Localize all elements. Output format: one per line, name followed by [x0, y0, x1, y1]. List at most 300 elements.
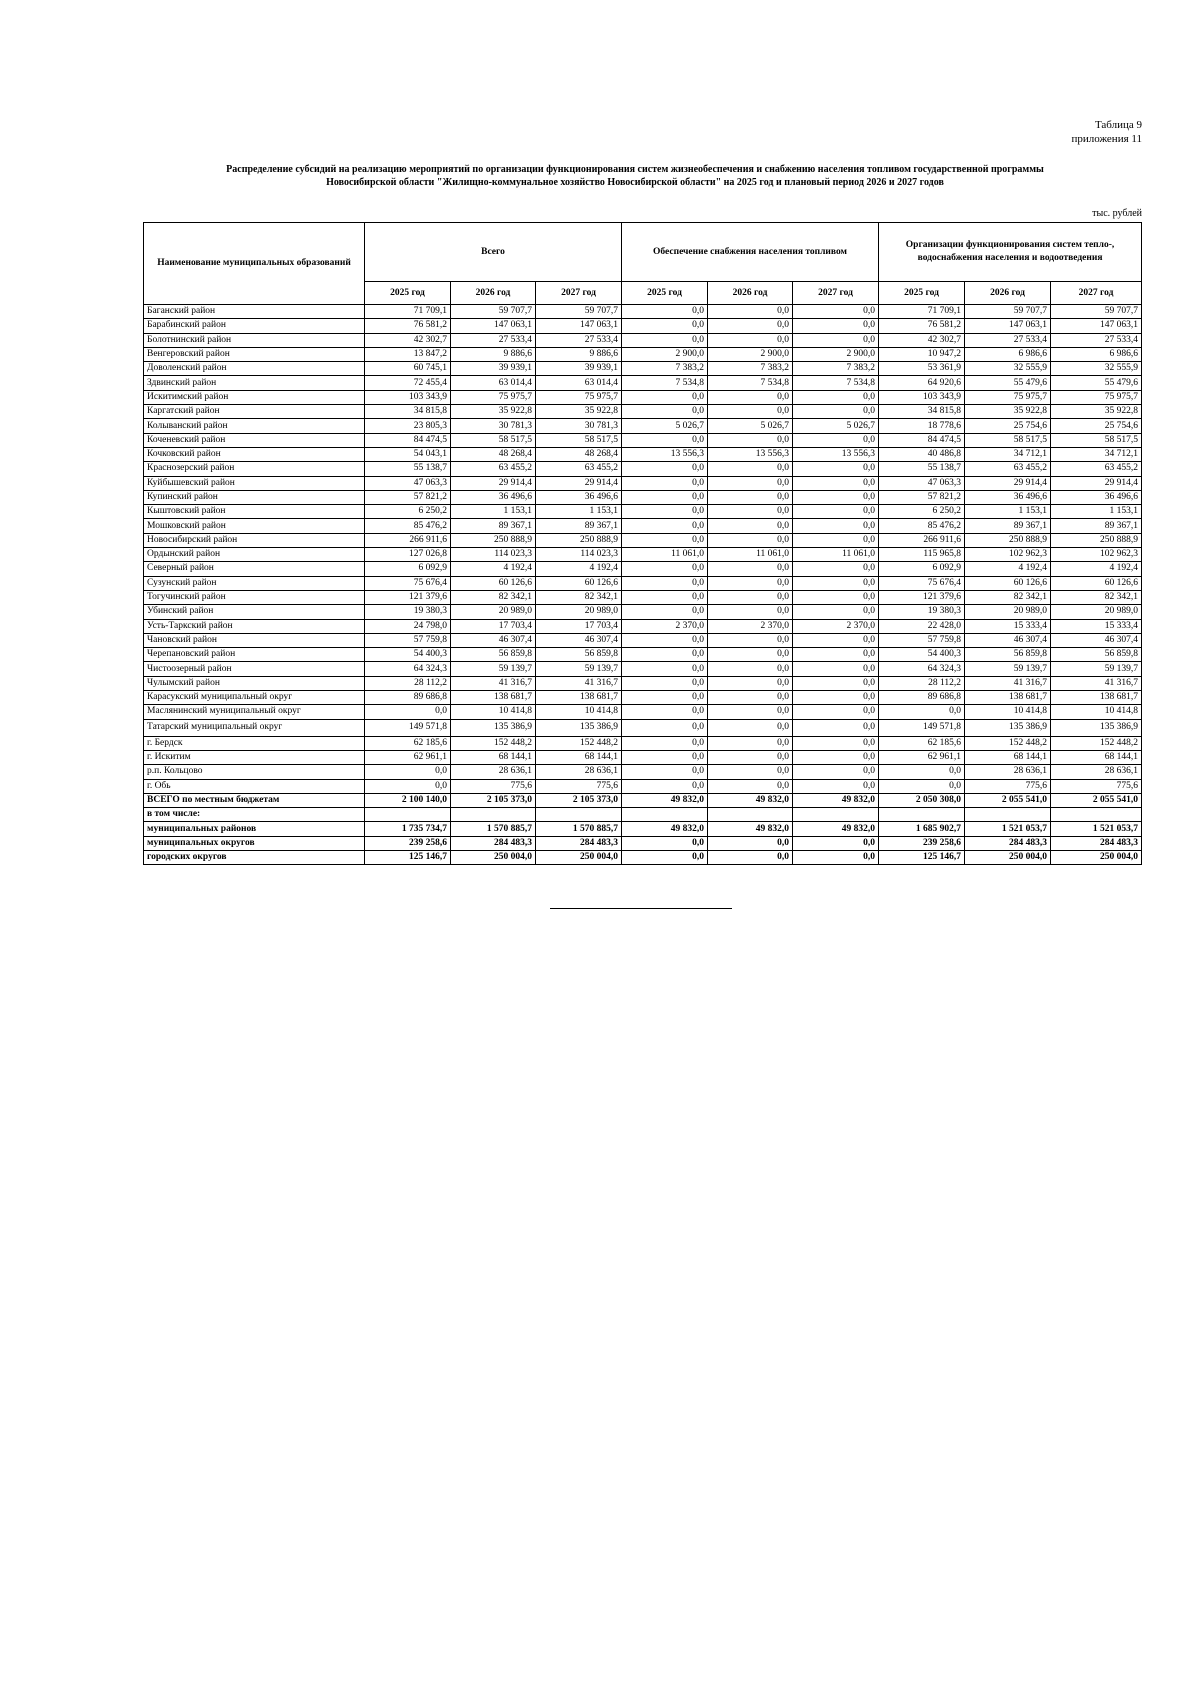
value-cell: 0,0 — [365, 765, 451, 779]
value-cell: 54 043,1 — [365, 447, 451, 461]
value-cell: 49 832,0 — [622, 822, 708, 836]
value-cell — [365, 808, 451, 822]
value-cell: 59 707,7 — [1051, 305, 1142, 319]
value-cell: 775,6 — [1051, 779, 1142, 793]
value-cell: 103 343,9 — [879, 390, 965, 404]
row-name-cell: Искитимский район — [144, 390, 365, 404]
value-cell: 49 832,0 — [793, 793, 879, 807]
value-cell: 0,0 — [793, 333, 879, 347]
table-body — [144, 305, 1142, 865]
value-cell: 2 900,0 — [708, 347, 793, 361]
value-cell: 30 781,3 — [451, 419, 536, 433]
value-cell: 0,0 — [708, 462, 793, 476]
table-row — [144, 662, 1142, 676]
value-cell: 20 989,0 — [536, 605, 622, 619]
table-row — [144, 750, 1142, 764]
total-row — [144, 836, 1142, 850]
table-row — [144, 705, 1142, 719]
value-cell: 0,0 — [793, 691, 879, 705]
table-number: Таблица 9 — [1094, 119, 1142, 131]
value-cell: 0,0 — [622, 850, 708, 864]
row-name-cell: Чановский район — [144, 633, 365, 647]
value-cell: 59 707,7 — [536, 305, 622, 319]
value-cell: 0,0 — [708, 305, 793, 319]
value-cell: 0,0 — [793, 765, 879, 779]
value-cell: 56 859,8 — [965, 648, 1051, 662]
header-year: 2026 год — [965, 282, 1051, 305]
table-row — [144, 676, 1142, 690]
value-cell: 250 888,9 — [451, 533, 536, 547]
value-cell: 114 023,3 — [536, 548, 622, 562]
row-name-cell: г. Обь — [144, 779, 365, 793]
table-row — [144, 736, 1142, 750]
value-cell: 0,0 — [708, 648, 793, 662]
value-cell: 46 307,4 — [536, 633, 622, 647]
value-cell: 53 361,9 — [879, 362, 965, 376]
value-cell: 49 832,0 — [708, 793, 793, 807]
document-title-line-1: Распределение субсидий на реализацию мероприятий по организации функционирования систем жизнеобеспечения и снабжению населения топливом государственной программы — [226, 164, 1044, 175]
header-year: 2027 год — [1051, 282, 1142, 305]
value-cell: 0,0 — [879, 779, 965, 793]
value-cell: 0,0 — [622, 576, 708, 590]
value-cell: 55 479,6 — [965, 376, 1051, 390]
value-cell: 0,0 — [793, 519, 879, 533]
value-cell: 29 914,4 — [451, 476, 536, 490]
value-cell: 27 533,4 — [451, 333, 536, 347]
table-row — [144, 548, 1142, 562]
value-cell: 75 676,4 — [879, 576, 965, 590]
value-cell: 47 063,3 — [365, 476, 451, 490]
value-cell: 35 922,8 — [965, 405, 1051, 419]
value-cell: 138 681,7 — [536, 691, 622, 705]
row-name-cell: р.п. Кольцово — [144, 765, 365, 779]
row-name-cell: Здвинский район — [144, 376, 365, 390]
value-cell: 250 888,9 — [536, 533, 622, 547]
row-name-cell: Маслянинский муниципальный округ — [144, 705, 365, 719]
value-cell: 0,0 — [622, 505, 708, 519]
value-cell: 17 703,4 — [451, 619, 536, 633]
value-cell: 10 414,8 — [451, 705, 536, 719]
value-cell: 266 911,6 — [879, 533, 965, 547]
value-cell: 75 975,7 — [965, 390, 1051, 404]
value-cell: 0,0 — [879, 765, 965, 779]
value-cell: 57 759,8 — [879, 633, 965, 647]
header-year: 2025 год — [365, 282, 451, 305]
value-cell — [622, 808, 708, 822]
value-cell: 138 681,7 — [965, 691, 1051, 705]
table-row — [144, 447, 1142, 461]
value-cell: 250 004,0 — [1051, 850, 1142, 864]
value-cell: 149 571,8 — [365, 719, 451, 736]
value-cell: 41 316,7 — [536, 676, 622, 690]
value-cell: 0,0 — [793, 533, 879, 547]
value-cell: 284 483,3 — [451, 836, 536, 850]
value-cell: 84 474,5 — [879, 433, 965, 447]
value-cell: 0,0 — [793, 705, 879, 719]
value-cell: 11 061,0 — [622, 548, 708, 562]
header-year: 2025 год — [879, 282, 965, 305]
value-cell: 89 367,1 — [1051, 519, 1142, 533]
value-cell: 89 367,1 — [965, 519, 1051, 533]
value-cell: 36 496,6 — [451, 490, 536, 504]
value-cell: 0,0 — [708, 505, 793, 519]
value-cell: 152 448,2 — [965, 736, 1051, 750]
value-cell: 68 144,1 — [451, 750, 536, 764]
value-cell: 0,0 — [793, 750, 879, 764]
row-name-cell: Северный район — [144, 562, 365, 576]
value-cell: 239 258,6 — [879, 836, 965, 850]
value-cell: 0,0 — [708, 333, 793, 347]
value-cell: 0,0 — [793, 648, 879, 662]
row-name-cell: г. Искитим — [144, 750, 365, 764]
total-row — [144, 793, 1142, 807]
value-cell: 82 342,1 — [1051, 590, 1142, 604]
value-cell: 250 888,9 — [1051, 533, 1142, 547]
value-cell: 28 636,1 — [451, 765, 536, 779]
row-name-cell: Доволенский район — [144, 362, 365, 376]
value-cell: 152 448,2 — [1051, 736, 1142, 750]
value-cell: 0,0 — [708, 676, 793, 690]
value-cell: 28 112,2 — [365, 676, 451, 690]
table-row — [144, 765, 1142, 779]
value-cell: 7 383,2 — [793, 362, 879, 376]
value-cell: 0,0 — [793, 305, 879, 319]
document-title — [140, 163, 1130, 189]
table-row — [144, 505, 1142, 519]
row-name-cell: Куйбышевский район — [144, 476, 365, 490]
value-cell: 0,0 — [708, 662, 793, 676]
value-cell: 10 414,8 — [965, 705, 1051, 719]
value-cell: 2 105 373,0 — [451, 793, 536, 807]
value-cell: 25 754,6 — [1051, 419, 1142, 433]
value-cell: 0,0 — [622, 305, 708, 319]
value-cell: 1 521 053,7 — [1051, 822, 1142, 836]
value-cell: 54 400,3 — [365, 648, 451, 662]
value-cell: 147 063,1 — [536, 319, 622, 333]
value-cell: 22 428,0 — [879, 619, 965, 633]
value-cell: 89 686,8 — [365, 691, 451, 705]
value-cell: 0,0 — [622, 333, 708, 347]
table-row — [144, 476, 1142, 490]
value-cell: 0,0 — [708, 836, 793, 850]
value-cell: 0,0 — [708, 850, 793, 864]
value-cell: 60 126,6 — [536, 576, 622, 590]
header-year: 2026 год — [451, 282, 536, 305]
value-cell: 27 533,4 — [1051, 333, 1142, 347]
value-cell: 135 386,9 — [1051, 719, 1142, 736]
table-row — [144, 433, 1142, 447]
value-cell: 5 026,7 — [622, 419, 708, 433]
value-cell: 0,0 — [622, 736, 708, 750]
value-cell: 36 496,6 — [536, 490, 622, 504]
value-cell: 0,0 — [708, 705, 793, 719]
value-cell: 0,0 — [793, 405, 879, 419]
document-title-line-2: Новосибирской области "Жилищно-коммунальное хозяйство Новосибирской области" на 2025 год и плановый период 2026 и 2027 годов — [326, 177, 944, 188]
header-name: Наименование муниципальных образований — [144, 223, 365, 305]
value-cell: 19 380,3 — [365, 605, 451, 619]
row-name-cell: Кочковский район — [144, 447, 365, 461]
value-cell: 0,0 — [793, 562, 879, 576]
row-name-cell: муниципальных округов — [144, 836, 365, 850]
value-cell: 64 324,3 — [365, 662, 451, 676]
table-row — [144, 347, 1142, 361]
value-cell: 0,0 — [793, 605, 879, 619]
value-cell: 27 533,4 — [536, 333, 622, 347]
value-cell: 102 962,3 — [965, 548, 1051, 562]
value-cell: 0,0 — [793, 490, 879, 504]
value-cell: 0,0 — [793, 719, 879, 736]
row-name-cell: Болотнинский район — [144, 333, 365, 347]
value-cell: 0,0 — [622, 662, 708, 676]
row-name-cell: Краснозерский район — [144, 462, 365, 476]
value-cell: 13 556,3 — [708, 447, 793, 461]
value-cell: 54 400,3 — [879, 648, 965, 662]
row-name-cell: Новосибирский район — [144, 533, 365, 547]
value-cell: 32 555,9 — [1051, 362, 1142, 376]
row-name-cell: Кыштовский район — [144, 505, 365, 519]
value-cell: 49 832,0 — [708, 822, 793, 836]
value-cell: 56 859,8 — [1051, 648, 1142, 662]
table-row — [144, 562, 1142, 576]
value-cell: 82 342,1 — [536, 590, 622, 604]
value-cell: 102 962,3 — [1051, 548, 1142, 562]
value-cell: 121 379,6 — [365, 590, 451, 604]
value-cell: 0,0 — [365, 705, 451, 719]
value-cell: 19 380,3 — [879, 605, 965, 619]
value-cell: 15 333,4 — [1051, 619, 1142, 633]
value-cell: 13 556,3 — [622, 447, 708, 461]
value-cell: 63 455,2 — [451, 462, 536, 476]
value-cell: 41 316,7 — [451, 676, 536, 690]
value-cell: 46 307,4 — [965, 633, 1051, 647]
value-cell: 0,0 — [622, 836, 708, 850]
value-cell: 59 139,7 — [965, 662, 1051, 676]
value-cell: 0,0 — [793, 390, 879, 404]
value-cell: 7 383,2 — [622, 362, 708, 376]
value-cell: 29 914,4 — [536, 476, 622, 490]
value-cell: 6 092,9 — [365, 562, 451, 576]
value-cell: 0,0 — [708, 433, 793, 447]
value-cell: 7 534,8 — [708, 376, 793, 390]
value-cell: 115 965,8 — [879, 548, 965, 562]
row-name-cell: Ордынский район — [144, 548, 365, 562]
table-row — [144, 533, 1142, 547]
value-cell: 89 686,8 — [879, 691, 965, 705]
table-row — [144, 619, 1142, 633]
value-cell: 46 307,4 — [451, 633, 536, 647]
value-cell: 17 703,4 — [536, 619, 622, 633]
value-cell: 25 754,6 — [965, 419, 1051, 433]
value-cell: 0,0 — [622, 405, 708, 419]
value-cell: 7 534,8 — [622, 376, 708, 390]
row-name-cell: Татарский муниципальный округ — [144, 719, 365, 736]
value-cell: 72 455,4 — [365, 376, 451, 390]
row-name-cell: Чистоозерный район — [144, 662, 365, 676]
value-cell: 63 014,4 — [451, 376, 536, 390]
value-cell: 35 922,8 — [536, 405, 622, 419]
value-cell: 89 367,1 — [536, 519, 622, 533]
value-cell: 63 014,4 — [536, 376, 622, 390]
value-cell: 5 026,7 — [793, 419, 879, 433]
value-cell: 64 920,6 — [879, 376, 965, 390]
value-cell: 0,0 — [793, 319, 879, 333]
value-cell: 4 192,4 — [1051, 562, 1142, 576]
header-year: 2027 год — [793, 282, 879, 305]
value-cell: 27 533,4 — [965, 333, 1051, 347]
value-cell: 6 250,2 — [879, 505, 965, 519]
row-name-cell: Купинский район — [144, 490, 365, 504]
value-cell: 0,0 — [622, 590, 708, 604]
value-cell: 2 370,0 — [793, 619, 879, 633]
value-cell: 10 414,8 — [536, 705, 622, 719]
value-cell — [879, 808, 965, 822]
value-cell: 250 004,0 — [965, 850, 1051, 864]
value-cell: 49 832,0 — [622, 793, 708, 807]
value-cell: 2 900,0 — [793, 347, 879, 361]
row-name-cell: Венгеровский район — [144, 347, 365, 361]
value-cell: 23 805,3 — [365, 419, 451, 433]
value-cell: 24 798,0 — [365, 619, 451, 633]
value-cell — [451, 808, 536, 822]
value-cell: 40 486,8 — [879, 447, 965, 461]
table-row — [144, 719, 1142, 736]
table-row — [144, 376, 1142, 390]
row-name-cell: городских округов — [144, 850, 365, 864]
table-row — [144, 576, 1142, 590]
appendix-number: приложения 11 — [1071, 133, 1142, 145]
value-cell: 56 859,8 — [536, 648, 622, 662]
row-name-cell: Тогучинский район — [144, 590, 365, 604]
value-cell: 9 886,6 — [536, 347, 622, 361]
value-cell: 250 888,9 — [965, 533, 1051, 547]
value-cell: 6 986,6 — [1051, 347, 1142, 361]
value-cell: 135 386,9 — [451, 719, 536, 736]
table-row — [144, 390, 1142, 404]
value-cell: 30 781,3 — [536, 419, 622, 433]
value-cell: 49 832,0 — [793, 822, 879, 836]
value-cell: 34 815,8 — [365, 405, 451, 419]
value-cell: 114 023,3 — [451, 548, 536, 562]
value-cell: 68 144,1 — [965, 750, 1051, 764]
value-cell: 239 258,6 — [365, 836, 451, 850]
value-cell: 55 138,7 — [365, 462, 451, 476]
value-cell: 0,0 — [708, 319, 793, 333]
value-cell: 0,0 — [793, 736, 879, 750]
value-cell: 0,0 — [708, 779, 793, 793]
value-cell: 39 939,1 — [536, 362, 622, 376]
subsidy-table — [143, 222, 1142, 865]
value-cell: 0,0 — [622, 533, 708, 547]
value-cell: 56 859,8 — [451, 648, 536, 662]
value-cell: 0,0 — [708, 490, 793, 504]
row-name-cell: Усть-Таркский район — [144, 619, 365, 633]
value-cell: 0,0 — [708, 476, 793, 490]
value-cell: 55 479,6 — [1051, 376, 1142, 390]
value-cell: 0,0 — [793, 779, 879, 793]
value-cell: 39 939,1 — [451, 362, 536, 376]
row-name-cell: муниципальных районов — [144, 822, 365, 836]
value-cell: 47 063,3 — [879, 476, 965, 490]
value-cell: 121 379,6 — [879, 590, 965, 604]
value-cell: 2 050 308,0 — [879, 793, 965, 807]
row-name-cell: ВСЕГО по местным бюджетам — [144, 793, 365, 807]
value-cell: 29 914,4 — [965, 476, 1051, 490]
value-cell: 0,0 — [708, 750, 793, 764]
value-cell: 5 026,7 — [708, 419, 793, 433]
value-cell: 1 153,1 — [451, 505, 536, 519]
value-cell: 59 139,7 — [451, 662, 536, 676]
row-name-cell: Черепановский район — [144, 648, 365, 662]
value-cell: 1 735 734,7 — [365, 822, 451, 836]
value-cell: 57 821,2 — [879, 490, 965, 504]
row-name-cell: Каргатский район — [144, 405, 365, 419]
row-name-cell: Баганский район — [144, 305, 365, 319]
value-cell: 125 146,7 — [365, 850, 451, 864]
value-cell: 76 581,2 — [879, 319, 965, 333]
value-cell: 41 316,7 — [1051, 676, 1142, 690]
table-row — [144, 333, 1142, 347]
value-cell: 4 192,4 — [536, 562, 622, 576]
value-cell: 82 342,1 — [451, 590, 536, 604]
value-cell: 127 026,8 — [365, 548, 451, 562]
value-cell: 11 061,0 — [708, 548, 793, 562]
table-row — [144, 519, 1142, 533]
value-cell: 2 100 140,0 — [365, 793, 451, 807]
value-cell: 0,0 — [793, 462, 879, 476]
value-cell: 58 517,5 — [536, 433, 622, 447]
value-cell: 85 476,2 — [365, 519, 451, 533]
value-cell: 4 192,4 — [965, 562, 1051, 576]
value-cell: 0,0 — [708, 765, 793, 779]
value-cell: 0,0 — [622, 765, 708, 779]
value-cell: 34 815,8 — [879, 405, 965, 419]
value-cell: 775,6 — [965, 779, 1051, 793]
value-cell: 10 947,2 — [879, 347, 965, 361]
value-cell: 284 483,3 — [965, 836, 1051, 850]
value-cell: 64 324,3 — [879, 662, 965, 676]
value-cell: 0,0 — [622, 519, 708, 533]
value-cell: 138 681,7 — [451, 691, 536, 705]
value-cell: 2 900,0 — [622, 347, 708, 361]
value-cell: 284 483,3 — [1051, 836, 1142, 850]
value-cell: 775,6 — [536, 779, 622, 793]
value-cell: 2 370,0 — [622, 619, 708, 633]
value-cell: 42 302,7 — [879, 333, 965, 347]
header-year: 2026 год — [708, 282, 793, 305]
value-cell: 138 681,7 — [1051, 691, 1142, 705]
value-cell: 0,0 — [708, 590, 793, 604]
header-year: 2025 год — [622, 282, 708, 305]
header-row-groups — [144, 223, 1142, 282]
value-cell: 10 414,8 — [1051, 705, 1142, 719]
value-cell: 71 709,1 — [879, 305, 965, 319]
value-cell — [793, 808, 879, 822]
value-cell: 48 268,4 — [451, 447, 536, 461]
value-cell: 0,0 — [622, 605, 708, 619]
value-cell: 0,0 — [793, 836, 879, 850]
value-cell: 60 126,6 — [1051, 576, 1142, 590]
value-cell: 0,0 — [622, 648, 708, 662]
table-row — [144, 405, 1142, 419]
value-cell: 18 778,6 — [879, 419, 965, 433]
value-cell: 60 126,6 — [451, 576, 536, 590]
value-cell: 775,6 — [451, 779, 536, 793]
value-cell: 103 343,9 — [365, 390, 451, 404]
value-cell: 149 571,8 — [879, 719, 965, 736]
value-cell: 0,0 — [622, 433, 708, 447]
value-cell: 42 302,7 — [365, 333, 451, 347]
value-cell: 135 386,9 — [965, 719, 1051, 736]
